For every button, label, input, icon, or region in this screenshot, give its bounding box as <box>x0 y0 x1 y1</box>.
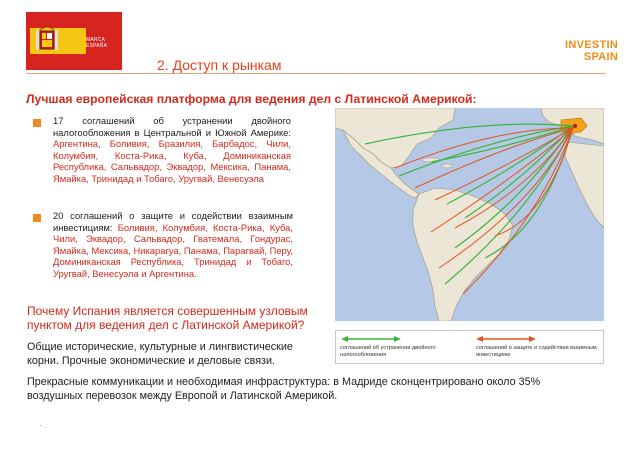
legend-green-arrow-icon <box>341 335 401 343</box>
question-heading: Почему Испания является совершенным узловым пунктом для ведения дел с Латинской Америкой? <box>27 304 308 332</box>
logo-text-line2: ESPAÑA <box>86 43 108 49</box>
invest-in-spain-logo <box>565 39 618 63</box>
page-title: 2. Доступ к рынкам <box>157 57 282 73</box>
bullet-square-icon <box>33 214 41 222</box>
paragraph-roots: Общие исторические, культурные и лингвистические корни. Прочные экономические и деловые связи. <box>27 341 293 367</box>
bullet-square-icon <box>33 119 41 127</box>
map-graphic <box>335 108 604 321</box>
map-legend <box>335 330 604 364</box>
bullet-tax-countries: Аргентина, Боливия, Бразилия, Барбадос, Чили, Колумбия, Коста-Рика, Куба, Доминиканская Республика, Сальвадор, Эквадор, Мексика, Панама, Ямайка, Тринидад и Тобаго, Уругвай, Венесуэла <box>53 138 291 184</box>
legend-investment-label: соглашений о защите и содействии взаимным инвестициям <box>476 345 597 358</box>
invest-logo-line2: SPAIN <box>583 51 619 63</box>
header-divider <box>26 73 606 74</box>
invest-logo-line1: INVESTIN <box>565 39 619 51</box>
paragraph-infrastructure: Прекрасные коммуникации и необходимая инфраструктура: в Мадриде сконцентрировано около 35% воздушных перевозок между Европой и Латинской Америкой. <box>27 376 541 402</box>
latin-america-map <box>335 108 604 321</box>
bullet-investment-intro: 20 соглашений о защите и содействии взаимным инвестициям: <box>53 210 293 233</box>
logo-text-line1: MARCA <box>86 37 106 43</box>
marca-espana-logo <box>26 12 122 70</box>
legend-orange-arrow-icon <box>476 335 536 343</box>
legend-tax-label: соглашений об устранении двойного налогообложения <box>340 345 436 358</box>
bullet-tax-intro: 17 соглашений об устранении двойного налогообложения в Центральной и Южной Америке: <box>53 115 291 138</box>
bullet-tax-agreements <box>53 115 291 184</box>
spain-flag-icon <box>30 14 86 68</box>
logo-text <box>86 37 107 49</box>
bullet-investment-agreements <box>53 210 293 279</box>
page-marker: - . <box>40 423 47 430</box>
bullet-investment-countries: Боливия, Колумбия, Коста-Рика, Куба, Чили, Эквадор, Сальвадор, Гватемала, Гондурас, Ямайка, Мексика, Никарагуа, Панама, Парагвай, Перу, Доминиканская Республика, Тринидад и Тобаго, Уругвай, Венесуэла и Аргентина. <box>53 221 293 279</box>
main-heading: Лучшая европейская платформа для ведения дел с Латинской Америкой: <box>26 92 477 106</box>
